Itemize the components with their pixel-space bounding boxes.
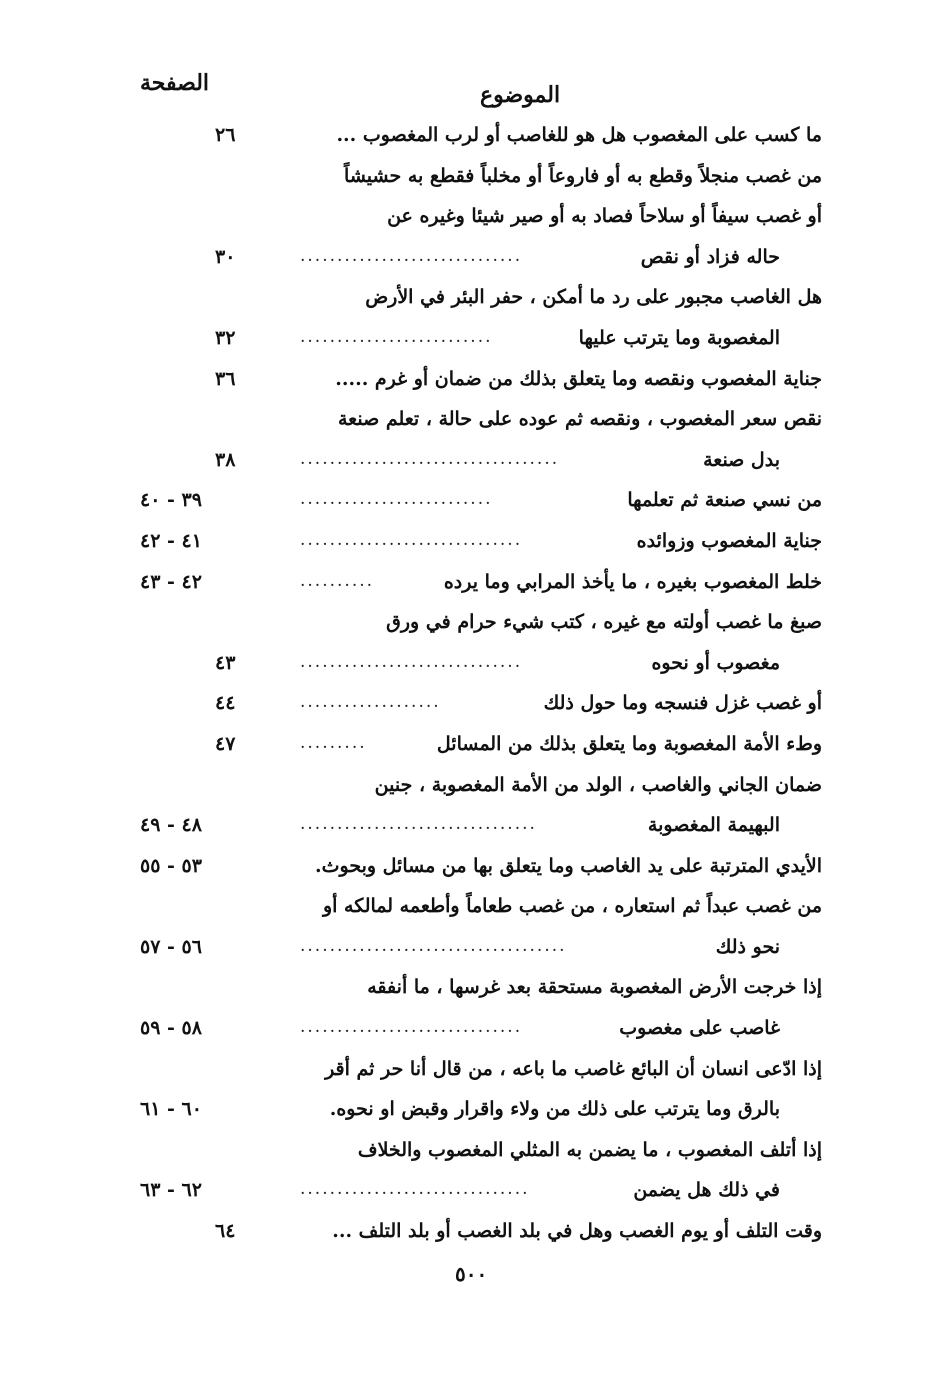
toc-page-ref: ٤٨ - ٤٩: [140, 814, 202, 837]
toc-entry-text: بدل صنعة: [703, 448, 780, 471]
toc-entry: [0, 893, 950, 934]
toc-entry-text: من نسي صنعة ثم تعلمها: [627, 489, 822, 512]
toc-entry: [0, 934, 950, 975]
toc-entry: [0, 406, 950, 447]
toc-entry: [0, 244, 950, 285]
toc-entry-text: الأيدي المترتبة على يد الغاصب وما يتعلق بها من مسائل وبحوث.: [315, 854, 822, 877]
toc-entry-text: في ذلك هل يضمن: [633, 1179, 780, 1202]
toc-entry: [0, 974, 950, 1015]
toc-entry-text: ما كسب على المغصوب هل هو للغاصب أو لرب المغصوب ...: [336, 124, 822, 146]
toc-entry-text: إذا ادّعى انسان أن البائع غاصب ما باعه ، من قال أنا حر ثم أقر: [325, 1057, 822, 1080]
toc-entry: [0, 609, 950, 650]
toc-entry: [0, 447, 950, 488]
toc-leader-dots: ....................................: [300, 935, 567, 956]
toc-entry-text: أو غصب غزل فنسجه وما حول ذلك: [543, 692, 822, 715]
toc-leader-dots: ..............................: [300, 245, 523, 266]
toc-leader-dots: .........: [300, 732, 367, 753]
toc-page-ref: ٣٨: [215, 448, 236, 471]
toc-page-ref: ٣٩ - ٤٠: [140, 489, 202, 512]
toc-page-ref: ٦٠ - ٦١: [140, 1098, 202, 1121]
toc-entry: [0, 1056, 950, 1097]
toc-page-ref: ٥٣ - ٥٥: [140, 854, 202, 877]
toc-entry: [0, 1137, 950, 1178]
toc-entry-text: ضمان الجاني والغاصب ، الولد من الأمة المغصوبة ، جنين: [374, 773, 822, 796]
toc-entry-text: من غصب منجلاً وقطع به أو فاروعاً أو مخلباً فقطع به حشيشاً: [344, 164, 822, 187]
toc-entry-text: البهيمة المغصوبة: [647, 814, 780, 837]
toc-entry: [0, 569, 950, 610]
toc-entry-text: إذا خرجت الأرض المغصوبة مستحقة بعد غرسها ، ما أنفقه: [367, 976, 822, 999]
toc-entry-text: نحو ذلك: [715, 935, 780, 958]
toc-entry-text: أو غصب سيفاً أو سلاحاً فصاد به أو صير شيئا وغيره عن: [387, 205, 822, 228]
page-number: ٥٠٠: [455, 1262, 488, 1286]
toc-entry-text: حاله فزاد أو نقص: [640, 245, 780, 268]
toc-entry: [0, 325, 950, 366]
toc-leader-dots: ..........................: [300, 489, 493, 510]
toc-page-ref: ٦٢ - ٦٣: [140, 1179, 202, 1202]
toc-entry: [0, 1218, 950, 1259]
toc-entry: [0, 163, 950, 204]
toc-page-ref: ٦٤: [215, 1220, 236, 1243]
toc-entry-text: صبغ ما غصب أولته مع غيره ، كتب شيء حرام في ورق: [386, 611, 822, 634]
toc-page-ref: ٤٢ - ٤٣: [140, 570, 202, 593]
toc-entry: [0, 1177, 950, 1218]
toc-entry: [0, 650, 950, 691]
toc-page-ref: ٣٠: [215, 245, 236, 268]
toc-entry: [0, 122, 950, 163]
toc-page-ref: ٣٦: [215, 367, 236, 390]
toc-entry: [0, 487, 950, 528]
toc-page-ref: ٤٣: [215, 651, 236, 674]
toc-entry: [0, 284, 950, 325]
toc-entry: [0, 731, 950, 772]
toc-entry: [0, 772, 950, 813]
toc-entry-text: وطء الأمة المغصوبة وما يتعلق بذلك من المسائل: [436, 732, 822, 755]
toc-entry: [0, 1015, 950, 1056]
toc-entry-text: المغصوبة وما يترتب عليها: [578, 326, 780, 349]
toc-page-ref: ٥٨ - ٥٩: [140, 1017, 202, 1040]
toc-entry: [0, 690, 950, 731]
toc-entry: [0, 812, 950, 853]
toc-leader-dots: ...............................: [300, 1179, 530, 1200]
toc-page-ref: ٢٦: [215, 124, 236, 146]
toc-entry-text: هل الغاصب مجبور على رد ما أمكن ، حفر البئر في الأرض: [365, 286, 822, 309]
toc-entry: [0, 366, 950, 407]
toc-entry: [0, 853, 950, 894]
toc-entry: [0, 203, 950, 244]
toc-leader-dots: ..............................: [300, 1017, 523, 1038]
toc-page-ref: ٣٢: [215, 326, 236, 349]
toc-page-ref: ٤٤: [215, 692, 236, 715]
toc-entry-text: جناية المغصوب ونقصه وما يتعلق بذلك من ضمان أو غرم .....: [335, 367, 822, 390]
topic-column-header: الموضوع: [480, 82, 561, 108]
toc-entry-text: من غصب عبداً ثم استعاره ، من غصب طعاماً وأطعمه لمالكه أو: [322, 895, 822, 918]
toc-entry: [0, 1096, 950, 1137]
toc-leader-dots: ..............................: [300, 651, 523, 672]
toc-entry-text: خلط المغصوب بغيره ، ما يأخذ المرابي وما يرده: [443, 570, 822, 593]
toc-entry-text: جناية المغصوب وزوائده: [636, 529, 822, 552]
toc-entry-text: بالرق وما يترتب على ذلك من ولاء واقرار وقبض او نحوه.: [329, 1098, 780, 1121]
toc-page-ref: ٤١ - ٤٢: [140, 529, 202, 552]
toc-leader-dots: ...................: [300, 692, 441, 713]
toc-leader-dots: ..........: [300, 570, 375, 591]
toc-entry-text: وقت التلف أو يوم الغصب وهل في بلد الغصب أو بلد التلف ...: [332, 1220, 822, 1243]
page-column-header: الصفحة: [140, 70, 210, 96]
toc-list: [0, 122, 950, 1259]
toc-entry: [0, 528, 950, 569]
toc-entry-text: نقص سعر المغصوب ، ونقصه ثم عوده على حالة ، تعلم صنعة: [338, 408, 822, 431]
toc-page-ref: ٤٧: [215, 732, 236, 755]
toc-page-ref: ٥٦ - ٥٧: [140, 935, 202, 958]
toc-leader-dots: ..............................: [300, 529, 523, 550]
toc-entry-text: إذا أتلف المغصوب ، ما يضمن به المثلي المغصوب والخلاف: [357, 1138, 822, 1161]
toc-leader-dots: ................................: [300, 814, 537, 835]
toc-entry-text: غاصب على مغصوب: [619, 1017, 780, 1040]
toc-leader-dots: ...................................: [300, 448, 560, 469]
toc-leader-dots: ..........................: [300, 326, 493, 347]
toc-entry-text: مغصوب أو نحوه: [651, 651, 780, 674]
